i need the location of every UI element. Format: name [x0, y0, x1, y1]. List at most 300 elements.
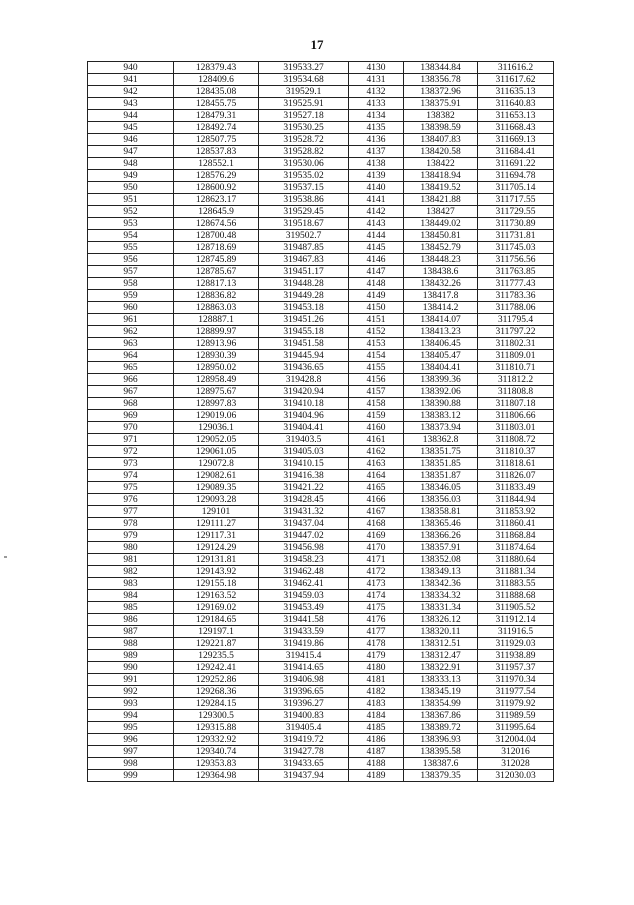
- cell-point-number-a: 960: [88, 302, 174, 314]
- cell-x-coordinate-a: 129101: [174, 506, 259, 518]
- cell-y-coordinate-b: 311809.01: [478, 350, 554, 362]
- cell-point-number-b: 4177: [349, 626, 404, 638]
- cell-y-coordinate-b: 311977.54: [478, 686, 554, 698]
- cell-x-coordinate-b: 138382: [404, 110, 478, 122]
- cell-x-coordinate-b: 138390.88: [404, 398, 478, 410]
- cell-y-coordinate-b: 311905.52: [478, 602, 554, 614]
- cell-y-coordinate-a: 319416.38: [259, 470, 349, 482]
- cell-x-coordinate-a: 128537.83: [174, 146, 259, 158]
- cell-point-number-a: 985: [88, 602, 174, 614]
- cell-y-coordinate-a: 319436.65: [259, 362, 349, 374]
- cell-y-coordinate-b: 311729.55: [478, 206, 554, 218]
- cell-point-number-b: 4167: [349, 506, 404, 518]
- cell-point-number-b: 4153: [349, 338, 404, 350]
- table-row: [88, 410, 554, 422]
- cell-point-number-b: 4165: [349, 482, 404, 494]
- cell-y-coordinate-a: 319534.68: [259, 74, 349, 86]
- cell-point-number-b: 4176: [349, 614, 404, 626]
- cell-x-coordinate-a: 128576.29: [174, 170, 259, 182]
- cell-point-number-a: 977: [88, 506, 174, 518]
- cell-x-coordinate-b: 138312.51: [404, 638, 478, 650]
- cell-point-number-b: 4151: [349, 314, 404, 326]
- cell-x-coordinate-a: 129072.8: [174, 458, 259, 470]
- cell-y-coordinate-b: 311883.55: [478, 578, 554, 590]
- cell-y-coordinate-a: 319530.06: [259, 158, 349, 170]
- cell-x-coordinate-a: 128913.96: [174, 338, 259, 350]
- cell-point-number-b: 4163: [349, 458, 404, 470]
- table-row: [88, 326, 554, 338]
- table-row: [88, 602, 554, 614]
- cell-x-coordinate-a: 128623.17: [174, 194, 259, 206]
- cell-point-number-b: 4145: [349, 242, 404, 254]
- table-row: [88, 122, 554, 134]
- cell-y-coordinate-a: 319458.23: [259, 554, 349, 566]
- cell-y-coordinate-b: 311635.13: [478, 86, 554, 98]
- cell-x-coordinate-a: 128899.97: [174, 326, 259, 338]
- cell-point-number-b: 4171: [349, 554, 404, 566]
- table-row: [88, 338, 554, 350]
- cell-x-coordinate-a: 128700.48: [174, 230, 259, 242]
- table-row: [88, 674, 554, 686]
- cell-y-coordinate-a: 319453.49: [259, 602, 349, 614]
- cell-x-coordinate-b: 138351.87: [404, 470, 478, 482]
- cell-point-number-b: 4157: [349, 386, 404, 398]
- table-row: [88, 194, 554, 206]
- cell-point-number-b: 4138: [349, 158, 404, 170]
- cell-y-coordinate-a: 319431.32: [259, 506, 349, 518]
- cell-y-coordinate-b: 311810.71: [478, 362, 554, 374]
- cell-y-coordinate-a: 319462.41: [259, 578, 349, 590]
- cell-point-number-a: 955: [88, 242, 174, 254]
- table-row: [88, 518, 554, 530]
- cell-y-coordinate-b: 311916.5: [478, 626, 554, 638]
- cell-point-number-b: 4175: [349, 602, 404, 614]
- cell-x-coordinate-b: 138356.78: [404, 74, 478, 86]
- cell-point-number-a: 942: [88, 86, 174, 98]
- cell-x-coordinate-a: 129061.05: [174, 446, 259, 458]
- cell-point-number-b: 4183: [349, 698, 404, 710]
- cell-x-coordinate-b: 138392.06: [404, 386, 478, 398]
- cell-x-coordinate-b: 138352.08: [404, 554, 478, 566]
- cell-point-number-b: 4152: [349, 326, 404, 338]
- cell-x-coordinate-b: 138383.12: [404, 410, 478, 422]
- cell-x-coordinate-a: 128492.74: [174, 122, 259, 134]
- cell-y-coordinate-a: 319451.17: [259, 266, 349, 278]
- cell-y-coordinate-a: 319406.98: [259, 674, 349, 686]
- cell-x-coordinate-b: 138367.86: [404, 710, 478, 722]
- cell-y-coordinate-b: 312028: [478, 758, 554, 770]
- table-row: [88, 98, 554, 110]
- cell-point-number-a: 966: [88, 374, 174, 386]
- cell-point-number-a: 952: [88, 206, 174, 218]
- cell-x-coordinate-a: 128817.13: [174, 278, 259, 290]
- cell-point-number-b: 4178: [349, 638, 404, 650]
- table-row: [88, 422, 554, 434]
- cell-y-coordinate-a: 319525.91: [259, 98, 349, 110]
- cell-x-coordinate-b: 138373.94: [404, 422, 478, 434]
- cell-y-coordinate-b: 311860.41: [478, 518, 554, 530]
- cell-y-coordinate-a: 319415.4: [259, 650, 349, 662]
- cell-y-coordinate-b: 311810.37: [478, 446, 554, 458]
- cell-x-coordinate-b: 138418.94: [404, 170, 478, 182]
- cell-point-number-b: 4174: [349, 590, 404, 602]
- cell-point-number-b: 4137: [349, 146, 404, 158]
- cell-x-coordinate-b: 138448.23: [404, 254, 478, 266]
- cell-x-coordinate-b: 138334.32: [404, 590, 478, 602]
- cell-y-coordinate-a: 319533.27: [259, 62, 349, 74]
- cell-x-coordinate-a: 129242.41: [174, 662, 259, 674]
- cell-y-coordinate-a: 319420.94: [259, 386, 349, 398]
- cell-y-coordinate-b: 311881.34: [478, 566, 554, 578]
- cell-y-coordinate-a: 319428.45: [259, 494, 349, 506]
- table-row: [88, 170, 554, 182]
- cell-x-coordinate-b: 138333.13: [404, 674, 478, 686]
- cell-y-coordinate-a: 319433.65: [259, 758, 349, 770]
- cell-x-coordinate-a: 129111.27: [174, 518, 259, 530]
- cell-point-number-a: 988: [88, 638, 174, 650]
- table-row: [88, 530, 554, 542]
- table-row: [88, 434, 554, 446]
- table-row: [88, 74, 554, 86]
- cell-y-coordinate-b: 311912.14: [478, 614, 554, 626]
- cell-point-number-a: 959: [88, 290, 174, 302]
- table-row: [88, 266, 554, 278]
- cell-x-coordinate-a: 128785.67: [174, 266, 259, 278]
- cell-y-coordinate-b: 311694.78: [478, 170, 554, 182]
- table-row: [88, 230, 554, 242]
- cell-y-coordinate-b: 311797.22: [478, 326, 554, 338]
- table-row: [88, 158, 554, 170]
- cell-x-coordinate-b: 138312.47: [404, 650, 478, 662]
- table-row: [88, 374, 554, 386]
- cell-y-coordinate-b: 311668.43: [478, 122, 554, 134]
- cell-x-coordinate-b: 138432.26: [404, 278, 478, 290]
- cell-x-coordinate-a: 129089.35: [174, 482, 259, 494]
- cell-point-number-b: 4144: [349, 230, 404, 242]
- cell-y-coordinate-b: 311763.85: [478, 266, 554, 278]
- table-row: [88, 446, 554, 458]
- cell-y-coordinate-b: 311669.13: [478, 134, 554, 146]
- cell-x-coordinate-a: 129284.15: [174, 698, 259, 710]
- cell-y-coordinate-b: 312030.03: [478, 770, 554, 782]
- cell-y-coordinate-b: 311868.84: [478, 530, 554, 542]
- cell-point-number-a: 963: [88, 338, 174, 350]
- cell-y-coordinate-b: 312016: [478, 746, 554, 758]
- cell-point-number-a: 940: [88, 62, 174, 74]
- cell-point-number-a: 947: [88, 146, 174, 158]
- cell-y-coordinate-b: 311691.22: [478, 158, 554, 170]
- table-row: [88, 314, 554, 326]
- cell-x-coordinate-a: 129197.1: [174, 626, 259, 638]
- cell-x-coordinate-a: 128836.82: [174, 290, 259, 302]
- cell-x-coordinate-b: 138351.85: [404, 458, 478, 470]
- table-row: [88, 482, 554, 494]
- cell-y-coordinate-a: 319428.8: [259, 374, 349, 386]
- cell-y-coordinate-a: 319448.28: [259, 278, 349, 290]
- cell-x-coordinate-b: 138427: [404, 206, 478, 218]
- cell-point-number-a: 949: [88, 170, 174, 182]
- cell-y-coordinate-b: 311888.68: [478, 590, 554, 602]
- cell-point-number-a: 973: [88, 458, 174, 470]
- cell-y-coordinate-a: 319453.18: [259, 302, 349, 314]
- cell-x-coordinate-b: 138417.8: [404, 290, 478, 302]
- table-row: [88, 578, 554, 590]
- cell-y-coordinate-b: 311788.06: [478, 302, 554, 314]
- cell-point-number-b: 4170: [349, 542, 404, 554]
- cell-x-coordinate-a: 129117.31: [174, 530, 259, 542]
- cell-y-coordinate-a: 319441.58: [259, 614, 349, 626]
- cell-x-coordinate-a: 128997.83: [174, 398, 259, 410]
- cell-x-coordinate-a: 128930.39: [174, 350, 259, 362]
- cell-point-number-a: 983: [88, 578, 174, 590]
- cell-point-number-a: 944: [88, 110, 174, 122]
- cell-x-coordinate-a: 128674.56: [174, 218, 259, 230]
- cell-y-coordinate-b: 311853.92: [478, 506, 554, 518]
- cell-y-coordinate-a: 319396.65: [259, 686, 349, 698]
- cell-x-coordinate-a: 128600.92: [174, 182, 259, 194]
- cell-point-number-a: 950: [88, 182, 174, 194]
- table-row: [88, 650, 554, 662]
- cell-y-coordinate-a: 319445.94: [259, 350, 349, 362]
- cell-point-number-b: 4134: [349, 110, 404, 122]
- cell-y-coordinate-b: 311826.07: [478, 470, 554, 482]
- cell-x-coordinate-a: 129169.02: [174, 602, 259, 614]
- cell-y-coordinate-a: 319437.94: [259, 770, 349, 782]
- table-row: [88, 686, 554, 698]
- cell-point-number-a: 964: [88, 350, 174, 362]
- cell-point-number-b: 4146: [349, 254, 404, 266]
- cell-x-coordinate-a: 128958.49: [174, 374, 259, 386]
- cell-y-coordinate-a: 319527.18: [259, 110, 349, 122]
- cell-point-number-b: 4169: [349, 530, 404, 542]
- cell-y-coordinate-a: 319419.86: [259, 638, 349, 650]
- cell-point-number-a: 998: [88, 758, 174, 770]
- cell-x-coordinate-b: 138399.36: [404, 374, 478, 386]
- cell-y-coordinate-a: 319449.28: [259, 290, 349, 302]
- cell-point-number-b: 4188: [349, 758, 404, 770]
- cell-y-coordinate-b: 311808.8: [478, 386, 554, 398]
- cell-point-number-a: 946: [88, 134, 174, 146]
- table-row: [88, 350, 554, 362]
- cell-point-number-a: 996: [88, 734, 174, 746]
- cell-x-coordinate-a: 128409.6: [174, 74, 259, 86]
- table-row: [88, 590, 554, 602]
- cell-y-coordinate-a: 319537.15: [259, 182, 349, 194]
- cell-x-coordinate-b: 138351.75: [404, 446, 478, 458]
- cell-point-number-a: 992: [88, 686, 174, 698]
- cell-y-coordinate-b: 311777.43: [478, 278, 554, 290]
- cell-point-number-a: 989: [88, 650, 174, 662]
- table-row: [88, 554, 554, 566]
- table-row: [88, 566, 554, 578]
- cell-y-coordinate-a: 319459.03: [259, 590, 349, 602]
- cell-y-coordinate-b: 311989.59: [478, 710, 554, 722]
- cell-point-number-a: 978: [88, 518, 174, 530]
- cell-x-coordinate-b: 138322.91: [404, 662, 478, 674]
- cell-y-coordinate-a: 319405.03: [259, 446, 349, 458]
- cell-point-number-b: 4184: [349, 710, 404, 722]
- cell-x-coordinate-a: 128950.02: [174, 362, 259, 374]
- cell-y-coordinate-a: 319538.86: [259, 194, 349, 206]
- cell-point-number-b: 4141: [349, 194, 404, 206]
- cell-point-number-a: 975: [88, 482, 174, 494]
- cell-x-coordinate-b: 138421.88: [404, 194, 478, 206]
- cell-x-coordinate-b: 138406.45: [404, 338, 478, 350]
- cell-point-number-a: 986: [88, 614, 174, 626]
- cell-point-number-b: 4186: [349, 734, 404, 746]
- cell-x-coordinate-b: 138349.13: [404, 566, 478, 578]
- cell-x-coordinate-a: 129163.52: [174, 590, 259, 602]
- cell-x-coordinate-b: 138452.79: [404, 242, 478, 254]
- cell-x-coordinate-b: 138395.58: [404, 746, 478, 758]
- cell-y-coordinate-b: 311995.64: [478, 722, 554, 734]
- cell-x-coordinate-b: 138404.41: [404, 362, 478, 374]
- cell-x-coordinate-a: 129300.5: [174, 710, 259, 722]
- cell-point-number-b: 4158: [349, 398, 404, 410]
- cell-point-number-a: 997: [88, 746, 174, 758]
- cell-point-number-b: 4130: [349, 62, 404, 74]
- cell-point-number-b: 4164: [349, 470, 404, 482]
- cell-x-coordinate-a: 128645.9: [174, 206, 259, 218]
- cell-point-number-a: 980: [88, 542, 174, 554]
- cell-y-coordinate-b: 311812.2: [478, 374, 554, 386]
- cell-point-number-a: 981: [88, 554, 174, 566]
- cell-x-coordinate-b: 138326.12: [404, 614, 478, 626]
- cell-point-number-b: 4133: [349, 98, 404, 110]
- cell-point-number-a: 990: [88, 662, 174, 674]
- cell-x-coordinate-b: 138365.46: [404, 518, 478, 530]
- table-row: [88, 614, 554, 626]
- table-row: [88, 542, 554, 554]
- cell-y-coordinate-a: 319518.67: [259, 218, 349, 230]
- cell-x-coordinate-a: 129036.1: [174, 422, 259, 434]
- cell-x-coordinate-a: 129184.65: [174, 614, 259, 626]
- cell-x-coordinate-b: 138398.59: [404, 122, 478, 134]
- cell-point-number-a: 957: [88, 266, 174, 278]
- cell-y-coordinate-a: 319410.15: [259, 458, 349, 470]
- cell-point-number-a: 971: [88, 434, 174, 446]
- cell-x-coordinate-b: 138420.58: [404, 146, 478, 158]
- cell-point-number-b: 4131: [349, 74, 404, 86]
- cell-y-coordinate-a: 319451.58: [259, 338, 349, 350]
- cell-y-coordinate-a: 319421.22: [259, 482, 349, 494]
- cell-y-coordinate-a: 319467.83: [259, 254, 349, 266]
- cell-y-coordinate-a: 319447.02: [259, 530, 349, 542]
- cell-y-coordinate-a: 319437.04: [259, 518, 349, 530]
- cell-x-coordinate-b: 138407.83: [404, 134, 478, 146]
- cell-y-coordinate-b: 311803.01: [478, 422, 554, 434]
- cell-point-number-a: 993: [88, 698, 174, 710]
- cell-x-coordinate-a: 129353.83: [174, 758, 259, 770]
- cell-y-coordinate-a: 319410.18: [259, 398, 349, 410]
- cell-x-coordinate-a: 128435.08: [174, 86, 259, 98]
- cell-point-number-a: 961: [88, 314, 174, 326]
- cell-point-number-a: 982: [88, 566, 174, 578]
- cell-y-coordinate-a: 319502.7: [259, 230, 349, 242]
- cell-x-coordinate-b: 138320.11: [404, 626, 478, 638]
- cell-point-number-a: 984: [88, 590, 174, 602]
- cell-point-number-b: 4172: [349, 566, 404, 578]
- cell-x-coordinate-b: 138375.91: [404, 98, 478, 110]
- cell-y-coordinate-b: 311617.62: [478, 74, 554, 86]
- table-row: [88, 386, 554, 398]
- cell-point-number-a: 972: [88, 446, 174, 458]
- table-row: [88, 734, 554, 746]
- cell-y-coordinate-b: 311783.36: [478, 290, 554, 302]
- cell-x-coordinate-b: 138438.6: [404, 266, 478, 278]
- cell-y-coordinate-b: 311818.61: [478, 458, 554, 470]
- cell-x-coordinate-a: 129332.92: [174, 734, 259, 746]
- cell-point-number-b: 4182: [349, 686, 404, 698]
- cell-x-coordinate-b: 138331.34: [404, 602, 478, 614]
- cell-x-coordinate-a: 129221.87: [174, 638, 259, 650]
- cell-x-coordinate-b: 138405.47: [404, 350, 478, 362]
- cell-x-coordinate-a: 129364.98: [174, 770, 259, 782]
- cell-y-coordinate-b: 311929.03: [478, 638, 554, 650]
- cell-point-number-a: 970: [88, 422, 174, 434]
- table-row: [88, 290, 554, 302]
- cell-y-coordinate-a: 319528.82: [259, 146, 349, 158]
- cell-point-number-b: 4155: [349, 362, 404, 374]
- cell-x-coordinate-b: 138344.84: [404, 62, 478, 74]
- cell-point-number-a: 991: [88, 674, 174, 686]
- cell-y-coordinate-b: 311970.34: [478, 674, 554, 686]
- cell-y-coordinate-b: 311731.81: [478, 230, 554, 242]
- cell-point-number-a: 999: [88, 770, 174, 782]
- table-row: [88, 494, 554, 506]
- cell-x-coordinate-b: 138389.72: [404, 722, 478, 734]
- cell-point-number-b: 4187: [349, 746, 404, 758]
- cell-point-number-b: 4132: [349, 86, 404, 98]
- cell-point-number-b: 4166: [349, 494, 404, 506]
- table-row: [88, 254, 554, 266]
- cell-x-coordinate-a: 129268.36: [174, 686, 259, 698]
- cell-y-coordinate-b: 311938.89: [478, 650, 554, 662]
- cell-y-coordinate-b: 311880.64: [478, 554, 554, 566]
- cell-y-coordinate-a: 319462.48: [259, 566, 349, 578]
- cell-x-coordinate-b: 138414.07: [404, 314, 478, 326]
- cell-x-coordinate-a: 129131.81: [174, 554, 259, 566]
- cell-x-coordinate-b: 138366.26: [404, 530, 478, 542]
- scan-artifact-mark: [4, 556, 7, 558]
- cell-point-number-b: 4149: [349, 290, 404, 302]
- coordinates-table-body: [88, 62, 554, 782]
- cell-y-coordinate-a: 319529.45: [259, 206, 349, 218]
- cell-y-coordinate-a: 319396.27: [259, 698, 349, 710]
- table-row: [88, 770, 554, 782]
- cell-y-coordinate-b: 311653.13: [478, 110, 554, 122]
- cell-point-number-a: 956: [88, 254, 174, 266]
- cell-y-coordinate-b: 311808.72: [478, 434, 554, 446]
- cell-y-coordinate-b: 311705.14: [478, 182, 554, 194]
- cell-point-number-b: 4148: [349, 278, 404, 290]
- cell-y-coordinate-a: 319455.18: [259, 326, 349, 338]
- cell-x-coordinate-a: 128479.31: [174, 110, 259, 122]
- cell-point-number-a: 954: [88, 230, 174, 242]
- cell-x-coordinate-a: 128455.75: [174, 98, 259, 110]
- cell-y-coordinate-a: 319404.96: [259, 410, 349, 422]
- cell-x-coordinate-b: 138345.19: [404, 686, 478, 698]
- table-row: [88, 398, 554, 410]
- cell-point-number-b: 4135: [349, 122, 404, 134]
- cell-point-number-b: 4160: [349, 422, 404, 434]
- cell-y-coordinate-a: 319456.98: [259, 542, 349, 554]
- cell-point-number-a: 974: [88, 470, 174, 482]
- table-row: [88, 182, 554, 194]
- cell-y-coordinate-b: 311957.37: [478, 662, 554, 674]
- table-row: [88, 638, 554, 650]
- cell-x-coordinate-a: 129315.88: [174, 722, 259, 734]
